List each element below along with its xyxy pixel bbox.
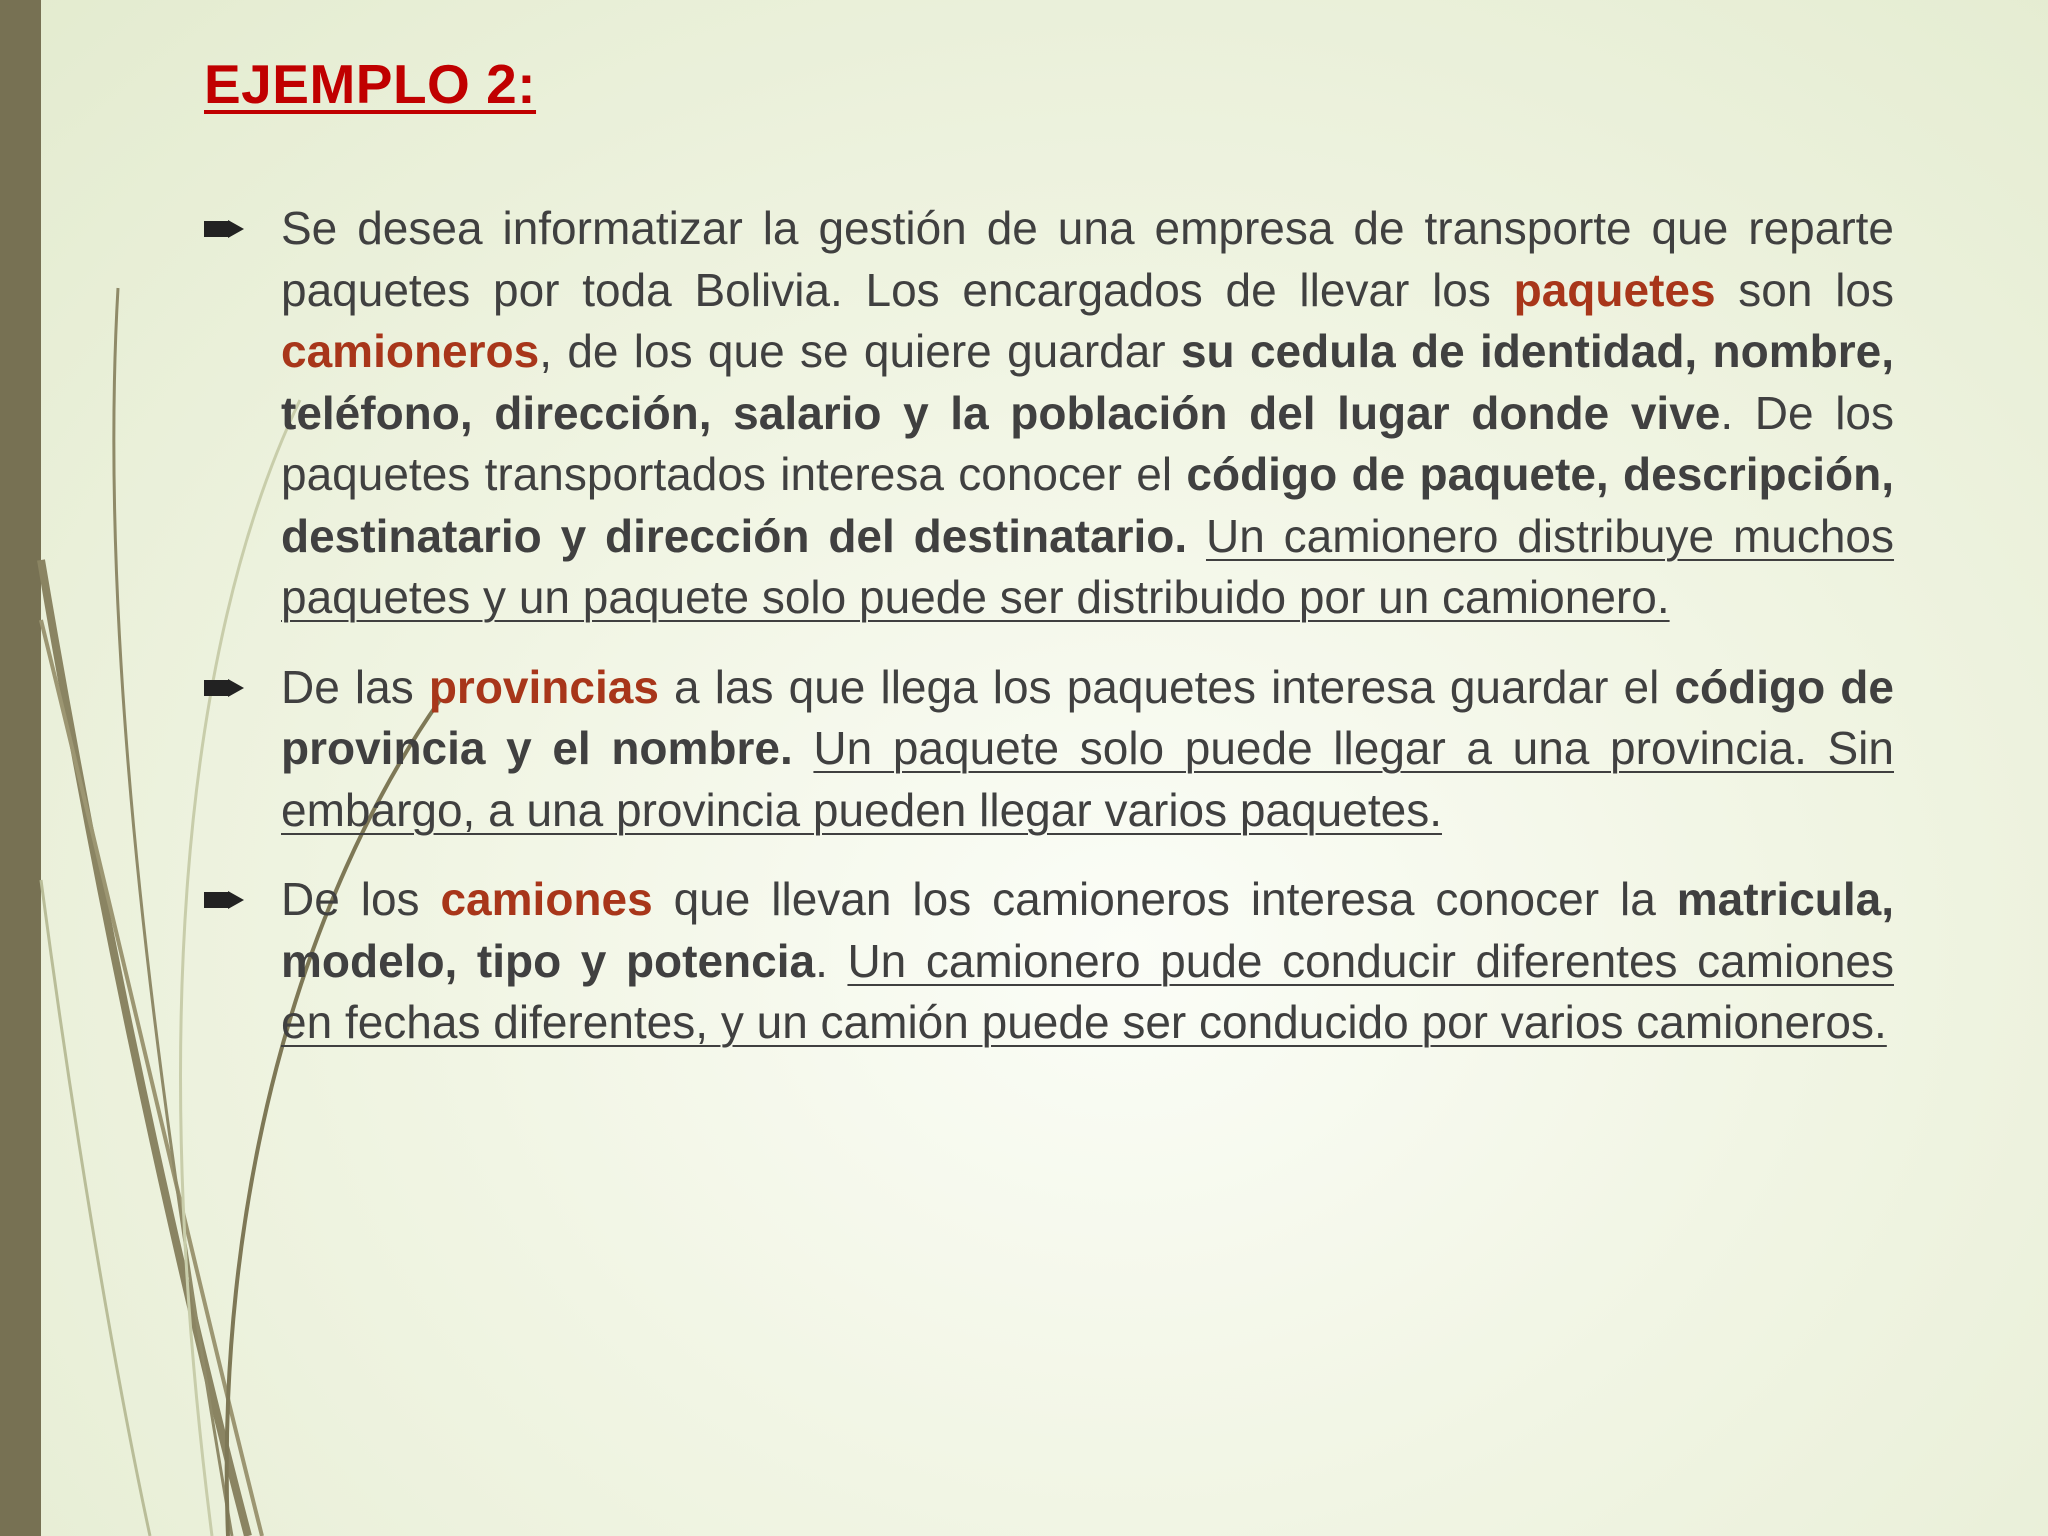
- bullet-text: a las que llega los paquetes interesa guardar el: [658, 660, 1675, 713]
- relationship-text: Un camionero pude conducir diferentes camiones en fechas diferentes, y un camión puede ser conducido por varios camioneros.: [281, 934, 1894, 1048]
- bullet-text: [1187, 510, 1206, 562]
- bullet-text: [793, 722, 814, 774]
- arrow-bullet-icon: [204, 891, 244, 909]
- keyword-paquetes: paquetes: [1513, 263, 1716, 316]
- keyword-camioneros: camioneros: [281, 325, 540, 377]
- keyword-camiones: camiones: [440, 873, 653, 925]
- relationship-text: Un camionero distribuye muchos paquetes y un paquete solo puede ser distribuido por un camionero.: [281, 509, 1895, 623]
- bullet-text: De las: [281, 660, 429, 713]
- bullet-text: , de los que se quiere guardar: [539, 325, 1181, 377]
- bullet-text: Se desea informatizar la gestión de una empresa de transporte que reparte paquetes por toda Bolivia. Los encargados de llevar los: [281, 202, 1894, 316]
- relationship-text: Un paquete solo puede llegar a una provincia. Sin embargo, a una provincia pueden llegar varios paquetes.: [281, 722, 1894, 836]
- bullet-text: son los: [1715, 263, 1895, 316]
- arrow-bullet-icon: [204, 220, 244, 238]
- keyword-provincias: provincias: [428, 660, 659, 713]
- bullet-item-provincias: [204, 657, 1894, 842]
- bullet-item-camiones: [204, 869, 1894, 1054]
- bullet-item-camioneros: [204, 198, 1894, 629]
- bullet-text: . De los paquetes transportados interesa conocer el: [281, 386, 1895, 500]
- bullet-text: De los: [281, 873, 441, 925]
- arrow-bullet-icon: [204, 679, 244, 697]
- bullet-text: que llevan los camioneros interesa conocer la: [652, 873, 1677, 925]
- bullet-list: [204, 198, 1894, 1082]
- attributes-camionero: su cedula de identidad, nombre, teléfono, dirección, salario y la población del lugar donde vive: [281, 325, 1894, 439]
- attributes-paquete: código de paquete, descripción, destinatario y dirección del destinatario.: [281, 448, 1894, 562]
- attributes-camion: matricula, modelo, tipo y potencia: [281, 873, 1895, 987]
- bullet-text: .: [815, 934, 848, 987]
- attributes-provincia: código de provincia y el nombre.: [281, 660, 1894, 774]
- slide-title: EJEMPLO 2:: [204, 53, 537, 115]
